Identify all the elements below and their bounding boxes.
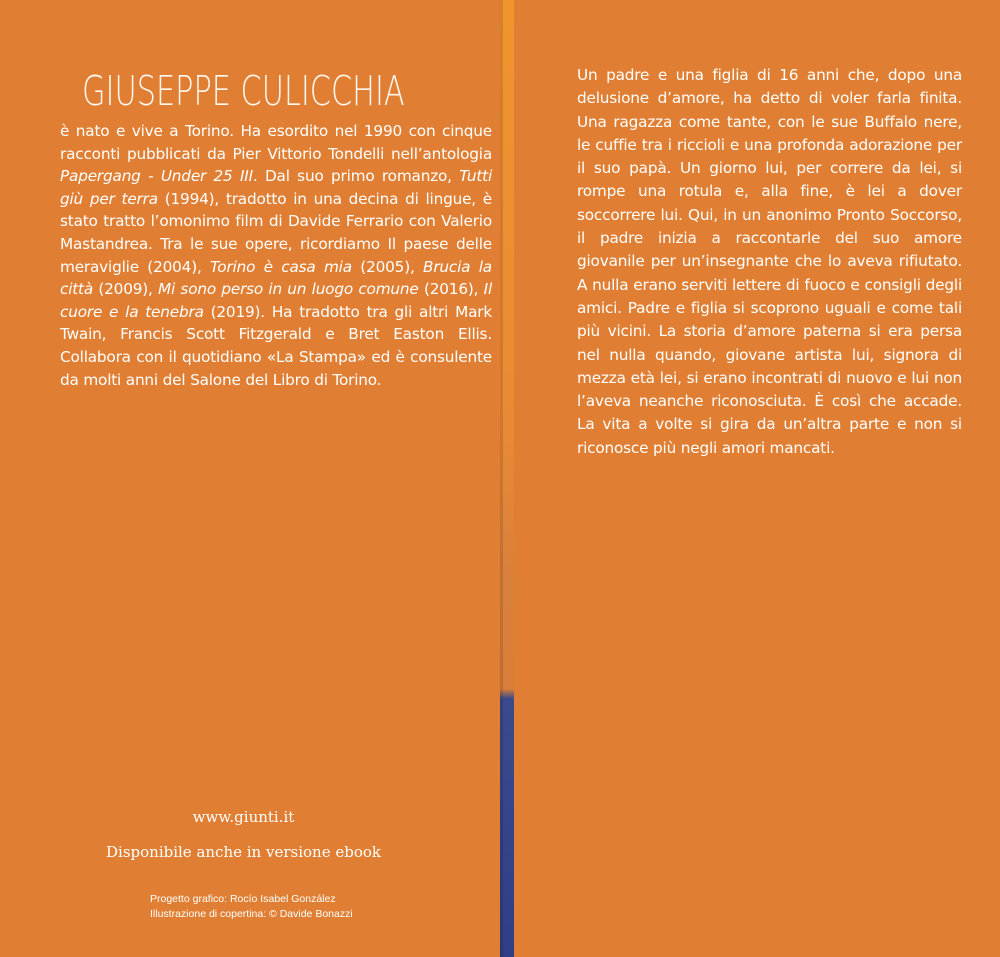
bio-text: (2019). Ha tradotto tra gli altri Mark Twain, Francis Scott Fitzgerald e Bret Easton Ellis. Collabora con il quotidiano «La Stampa» ed è consulente da molti anni del Salone del Libro di Torino. bbox=[60, 302, 492, 389]
bio-title-italic: Papergang - Under 25 III bbox=[60, 167, 253, 186]
credit-illustration: Illustrazione di copertina: © Davide Bonazzi bbox=[150, 908, 353, 920]
credit-design: Progetto grafico: Rocío Isabel González bbox=[150, 893, 336, 905]
bio-text: (2016), bbox=[418, 280, 484, 299]
spine-fold-shadow bbox=[500, 0, 503, 957]
bio-title-italic: Mi sono perso in un luogo comune bbox=[158, 280, 419, 299]
credits bbox=[150, 892, 353, 922]
bio-text: (1994), tradotto in una decina di lingue, è stato tratto l’omonimo film di Davide Ferrario con Valerio Mastandrea. Tra le sue opere, ricordiamo Il paese delle meraviglie (2004), bbox=[60, 189, 492, 276]
bio-text: è nato e vive a Torino. Ha esordito nel 1990 con cinque racconti pubblicati da Pier Vittorio Tondelli nell’antologia bbox=[60, 122, 492, 163]
bio-title-italic: Torino è casa mia bbox=[210, 257, 352, 276]
bio-text: (2005), bbox=[351, 257, 424, 276]
bio-text: (2009), bbox=[93, 280, 159, 299]
author-name: GIUSEPPE CULICCHIA bbox=[82, 67, 405, 115]
bio-text: . Dal suo primo romanzo, bbox=[252, 167, 460, 186]
bio-title-italic: Il cuore e la tenebra bbox=[60, 280, 493, 321]
author-bio bbox=[60, 120, 492, 391]
publisher-website: www.giunti.it bbox=[192, 808, 295, 826]
ebook-availability-note: Disponibile anche in versione ebook bbox=[106, 843, 381, 861]
bio-title-italic: Brucia la città bbox=[60, 257, 492, 299]
book-synopsis: Un padre e una figlia di 16 anni che, dopo una delusione d’amore, ha detto di voler farla finita. Una ragazza come tante, con le sue Buffalo nere, le cuffie tra i riccioli e una profonda adorazione per il suo papà. Un giorno lui, per correre da lei, si rompe una rotula e, alla fine, è lei a dover soccorrere lui. Qui, in un anonimo Pronto Soccorso, il padre inizia a raccontarle del suo amore giovanile per un’insegnante che lo aveva rifiutato. A nulla erano serviti lettere di fuoco e consigli degli amici. Padre e figlia si scoprono uguali e come tali più vicini. La storia d’amore paterna si era persa nel nulla quando, giovane artista lui, signora di mezza età lei, si erano incontrati di nuovo e lui non l’aveva neanche riconosciuta. È così che accade. La vita a volte si gira da un’altra parte e non si riconosce più negli amori mancati. bbox=[577, 66, 962, 457]
bio-title-italic: Tutti giù per terra bbox=[60, 167, 492, 208]
